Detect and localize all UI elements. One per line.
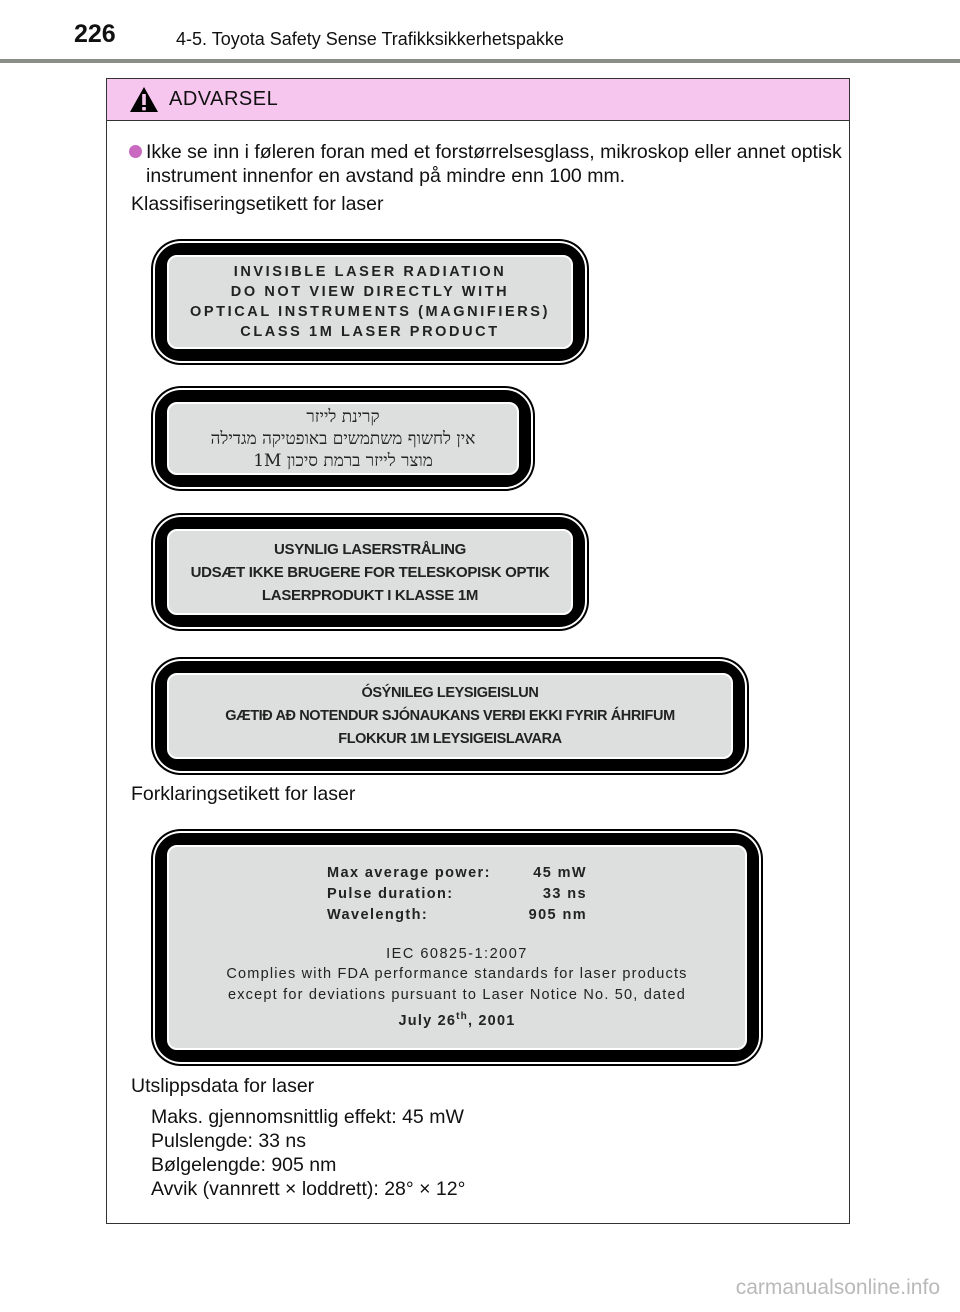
explanation-caption: Forklaringsetikett for laser: [131, 783, 356, 805]
label-line: CLASS 1M LASER PRODUCT: [240, 324, 500, 340]
emission-data-item: Maks. gjennomsnittlig effekt: 45 mW: [151, 1106, 464, 1128]
spec-value: 33 ns: [542, 886, 587, 903]
spec-row: [327, 863, 587, 884]
emission-caption: Utslippsdata for laser: [131, 1075, 315, 1097]
laser-label-icelandic: [155, 661, 745, 771]
label-line: GÆTIÐ AÐ NOTENDUR SJÓNAUKANS VERÐI EKKI FYRIR ÁHRIFUM: [225, 707, 675, 724]
label-line: ÓSÝNILEG LEYSIGEISLUN: [361, 684, 539, 701]
laser-explanation-label: [155, 833, 759, 1062]
spec-name: Max average power:: [327, 865, 491, 882]
bullet-icon: [129, 145, 142, 158]
spec-row: [327, 884, 587, 905]
compliance-line: Complies with FDA performance standards for laser products: [226, 966, 688, 983]
label-line: קרינת לייזר: [306, 406, 380, 427]
emission-data-item: Avvik (vannrett × loddrett): 28° × 12°: [151, 1178, 466, 1200]
spec-value: 905 nm: [528, 907, 587, 924]
laser-label-danish: [155, 517, 585, 627]
label-line: LASERPRODUKT I KLASSE 1M: [261, 586, 479, 604]
warning-bullet-text: Ikke se inn i føleren foran med et forstørrelsesglass, mikroskop eller annet optisk instrument innenfor en avstand på mindre enn 100 mm.: [146, 141, 842, 187]
label-panel: [167, 673, 733, 759]
label-line: USYNLIG LASERSTRÅLING: [273, 540, 467, 558]
warning-title: ADVARSEL: [169, 88, 279, 110]
label-line: UDSÆT IKKE BRUGERE FOR TELESKOPISK OPTIK: [190, 563, 550, 581]
date-superscript: th: [456, 1011, 468, 1023]
label-line: מוצר לייזר ברמת סיכון 1M: [253, 450, 433, 471]
warning-triangle-icon: [129, 86, 159, 113]
warning-header: [107, 79, 849, 121]
emission-data-list: [151, 1105, 465, 1201]
header-rule: [0, 59, 960, 63]
section-title: 4-5. Toyota Safety Sense Trafikksikkerhetspakke: [176, 29, 564, 49]
warning-box: [106, 78, 850, 1224]
emission-data-item: Pulslengde: 33 ns: [151, 1130, 307, 1152]
warning-bullet: [129, 140, 845, 188]
compliance-line: except for deviations pursuant to Laser Notice No. 50, dated: [227, 987, 687, 1004]
emission-data-item: Bølgelengde: 905 nm: [151, 1154, 337, 1176]
date-suffix: , 2001: [467, 1012, 516, 1029]
laser-label-english: [155, 243, 585, 361]
label-line: OPTICAL INSTRUMENTS (MAGNIFIERS): [189, 304, 551, 320]
label-panel: [167, 255, 573, 349]
label-line: FLOKKUR 1M LEYSIGEISLAVARA: [338, 730, 562, 747]
iec-standard: IEC 60825-1:2007: [386, 946, 528, 963]
date-prefix: July 26: [398, 1012, 457, 1029]
spec-name: Pulse duration:: [327, 886, 454, 903]
page-number: 226: [74, 20, 116, 48]
spec-name: Wavelength:: [327, 907, 429, 924]
label-panel: [167, 845, 747, 1050]
spec-table: [327, 863, 587, 926]
label-panel: [167, 402, 519, 475]
compliance-date: [399, 1006, 516, 1032]
spec-value: 45 mW: [533, 865, 587, 882]
spec-row: [327, 905, 587, 926]
label-line: אין לחשוף משתמשים באופטיקה מגדילה: [210, 428, 476, 449]
label-line: INVISIBLE LASER RADIATION: [233, 264, 507, 280]
laser-label-hebrew: [155, 390, 531, 487]
label-panel: [167, 529, 573, 615]
watermark: carmanualsonline.info: [735, 1276, 940, 1299]
classification-caption: Klassifiseringsetikett for laser: [131, 193, 384, 215]
label-line: DO NOT VIEW DIRECTLY WITH: [230, 284, 510, 300]
page-header: [0, 0, 960, 60]
